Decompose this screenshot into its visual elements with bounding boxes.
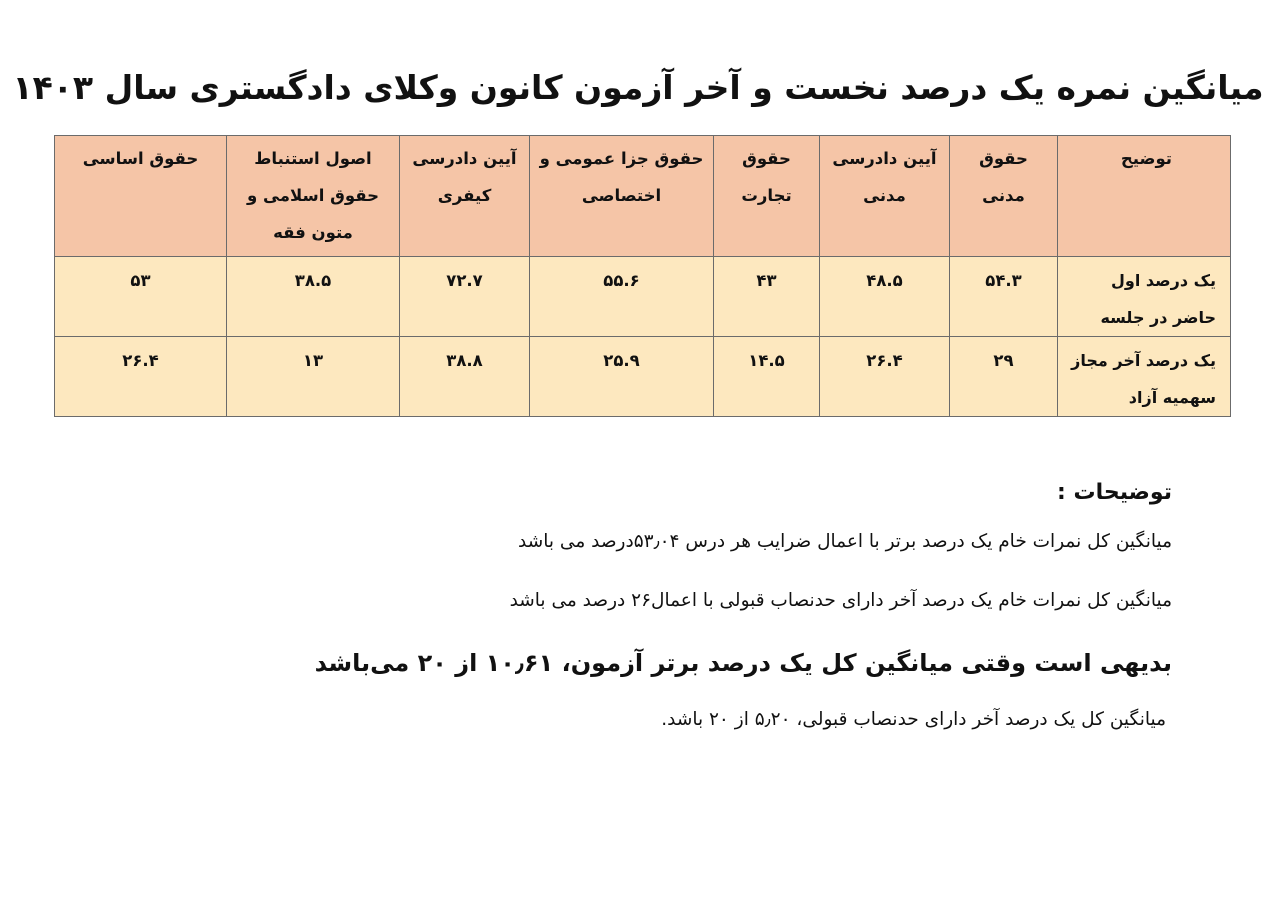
table-row xyxy=(55,257,1231,337)
table-cell: ۱۴.۵ xyxy=(714,337,820,417)
table-cell: ۴۳ xyxy=(714,257,820,337)
table-cell: ۳۸.۵ xyxy=(227,257,400,337)
column-header-civil-law: حقوق مدنی xyxy=(950,136,1058,257)
table-cell: ۵۵.۶ xyxy=(530,257,714,337)
table-header-row xyxy=(55,136,1231,257)
table-cell: ۲۶.۴ xyxy=(820,337,950,417)
notes-section xyxy=(172,475,1172,764)
note-line-top-average: میانگین کل نمرات خام یک درصد برتر با اعمال ضرایب هر درس ۵۳٫۰۴درصد می باشد xyxy=(518,531,1172,552)
table-cell: ۱۳ xyxy=(227,337,400,417)
note-line-bottom-score-out-of-20: میانگین کل یک درصد آخر دارای حدنصاب قبولی، ۵٫۲۰ از ۲۰ باشد. xyxy=(661,709,1166,730)
table-cell: ۵۴.۳ xyxy=(950,257,1058,337)
column-header-civil-procedure: آیین دادرسی مدنی xyxy=(820,136,950,257)
row-label-top-percent: یک درصد اول حاضر در جلسه xyxy=(1058,257,1231,337)
column-header-criminal-procedure: آیین دادرسی کیفری xyxy=(400,136,530,257)
notes-heading: توضیحات : xyxy=(1057,480,1172,505)
note-line-bottom-average: میانگین کل نمرات خام یک درصد آخر دارای حدنصاب قبولی با اعمال۲۶ درصد می باشد xyxy=(509,590,1172,611)
page-title: میانگین نمره یک درصد نخست و آخر آزمون کانون وکلای دادگستری سال ۱۴۰۳ xyxy=(12,68,1264,107)
table-cell: ۴۸.۵ xyxy=(820,257,950,337)
score-table xyxy=(54,135,1231,417)
note-line-top-score-out-of-20: بدیهی است وقتی میانگین کل یک درصد برتر آزمون، ۱۰٫۶۱ از ۲۰ می‌باشد xyxy=(314,649,1172,677)
table-cell: ۲۹ xyxy=(950,337,1058,417)
column-header-criminal-law: حقوق جزا عمومی و اختصاصی xyxy=(530,136,714,257)
column-header-constitutional-law: حقوق اساسی xyxy=(55,136,227,257)
table-cell: ۷۲.۷ xyxy=(400,257,530,337)
table-cell: ۵۳ xyxy=(55,257,227,337)
column-header-jurisprudence: اصول استنباط حقوق اسلامی و متون فقه xyxy=(227,136,400,257)
table-cell: ۲۶.۴ xyxy=(55,337,227,417)
table-cell: ۲۵.۹ xyxy=(530,337,714,417)
table-cell: ۳۸.۸ xyxy=(400,337,530,417)
column-header-description: توضیح xyxy=(1058,136,1231,257)
column-header-commercial-law: حقوق تجارت xyxy=(714,136,820,257)
row-label-bottom-percent: یک درصد آخر مجاز سهمیه آزاد xyxy=(1058,337,1231,417)
table-row xyxy=(55,337,1231,417)
